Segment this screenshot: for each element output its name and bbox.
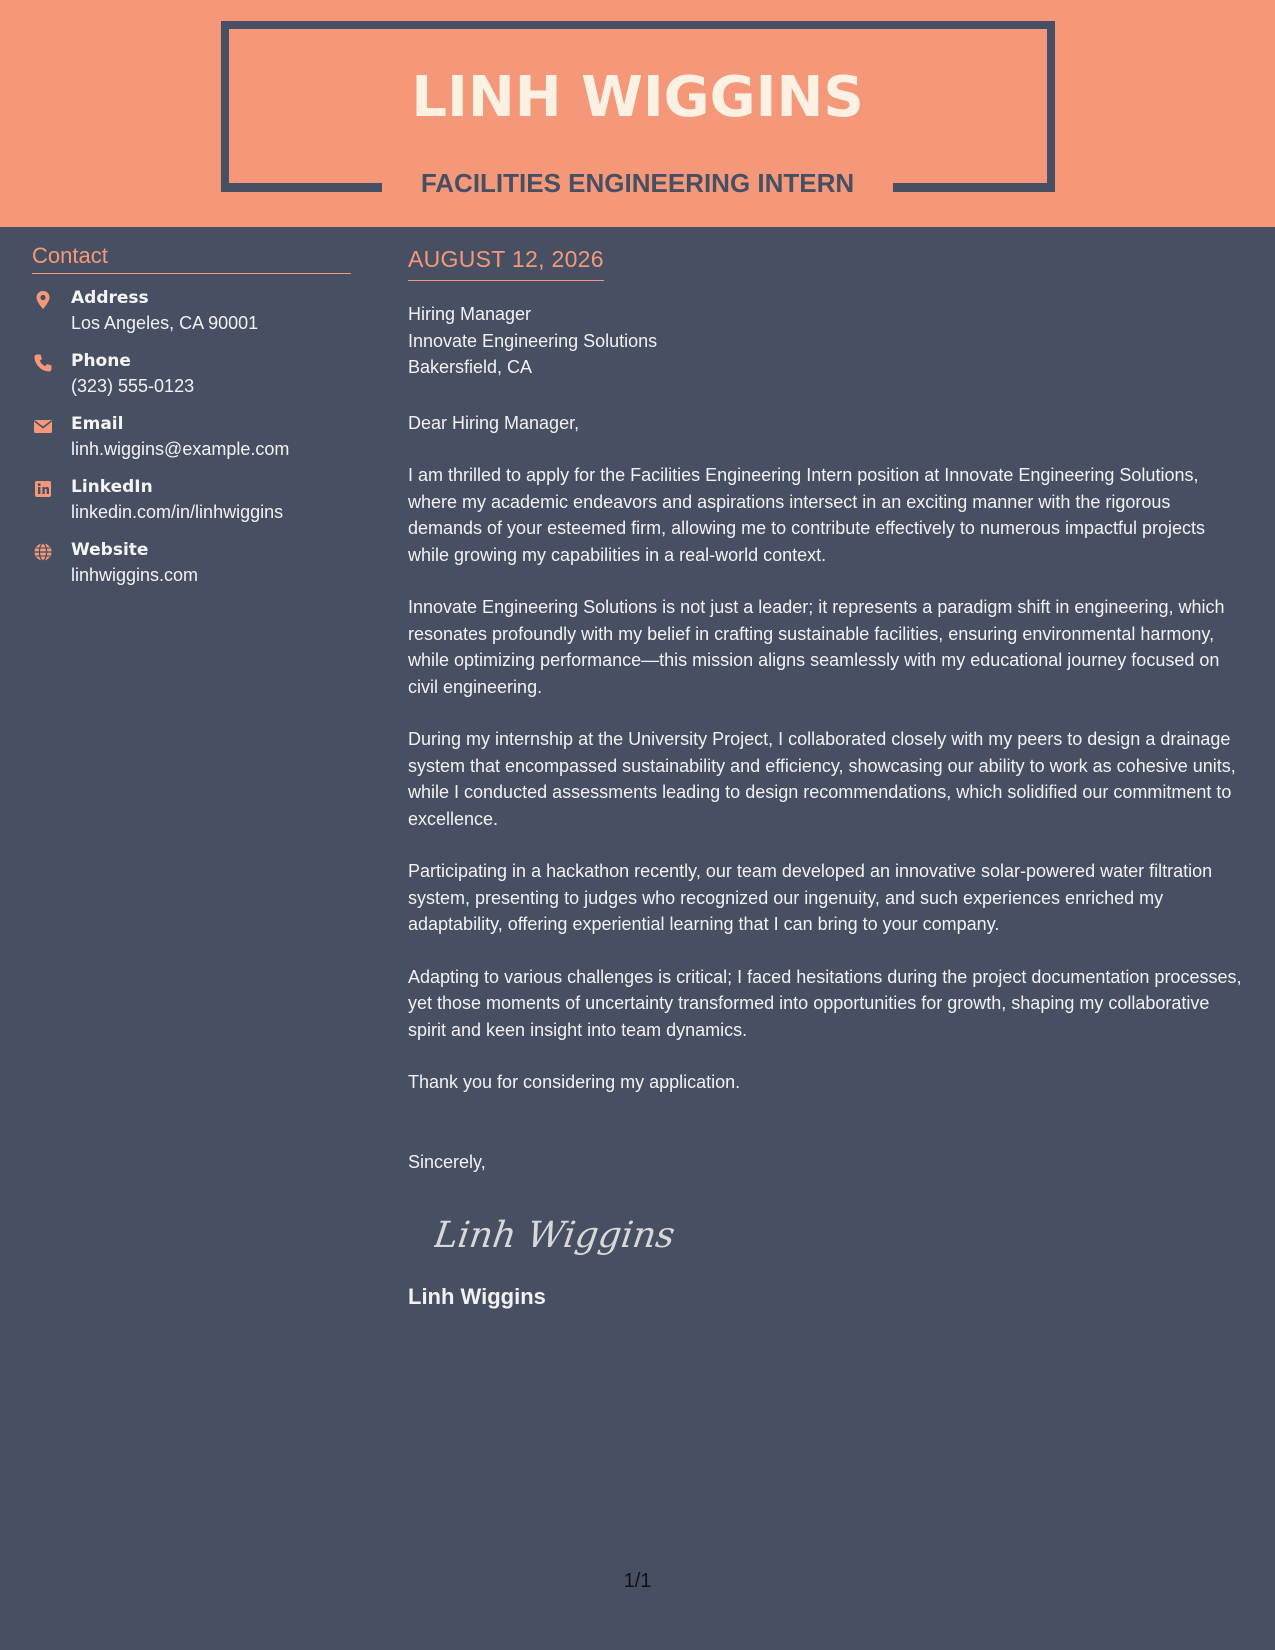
letter-date: AUGUST 12, 2026 — [408, 244, 604, 281]
contact-label: Phone — [71, 351, 131, 371]
recipient-block — [408, 301, 1248, 381]
candidate-name: LINH WIGGINS — [411, 65, 864, 130]
linkedin-icon — [32, 478, 54, 500]
contact-label: Website — [71, 540, 149, 560]
job-title: FACILITIES ENGINEERING INTERN — [420, 168, 855, 198]
closing: Sincerely, — [408, 1151, 486, 1172]
contact-label: LinkedIn — [71, 477, 153, 497]
header-band — [0, 0, 1275, 227]
recipient-line: Hiring Manager — [408, 304, 532, 324]
contact-item-email — [32, 412, 351, 475]
envelope-icon — [32, 415, 54, 437]
contact-item-linkedin — [32, 475, 351, 538]
contact-item-address — [32, 286, 351, 349]
signature-image — [434, 1209, 1248, 1259]
paragraph: Adapting to various challenges is critical; I faced hesitations during the project documentation processes, yet those moments of uncertainty transformed into opportunities for growth, shaping my collaborative spirit and keen insight into team dynamics. — [408, 966, 1242, 1040]
greeting: Dear Hiring Manager, — [408, 412, 580, 433]
paragraph: Participating in a hackathon recently, our team developed an innovative solar-powered water filtration system, presenting to judges who recognized our ingenuity, and such experiences enriched my adaptability, offering experiential learning that I can bring to your company. — [408, 861, 1213, 934]
contact-value: Los Angeles, CA 90001 — [71, 313, 259, 333]
location-pin-icon — [32, 289, 54, 311]
phone-icon — [32, 352, 54, 374]
contact-value: (323) 555-0123 — [71, 376, 195, 396]
paragraph: Innovate Engineering Solutions is not just a leader; it represents a paradigm shift in engineering, which resonates profoundly with my belief in crafting sustainable facilities, ensuring environmental harmony, while optimizing performance—this mission aligns seamlessly with my educational journey focused on civil engineering. — [408, 597, 1225, 697]
contact-label: Email — [71, 414, 124, 434]
paragraph: I am thrilled to apply for the Facilities Engineering Intern position at Innovate Engineering Solutions, where my academic endeavors and aspirations intersect in an exciting manner with the rigorous demands of your esteemed firm, allowing me to contribute effectively to numerous impactful projects while growing my capabilities in a real-world context. — [408, 465, 1206, 565]
contact-value: linhwiggins.com — [71, 565, 199, 585]
recipient-line: Innovate Engineering Solutions — [408, 330, 658, 351]
page-number: 1/1 — [623, 1570, 652, 1592]
letter-body — [408, 244, 1248, 1312]
contact-value: linh.wiggins@example.com — [71, 439, 290, 459]
contact-heading: Contact — [32, 242, 351, 274]
contact-label: Address — [71, 288, 149, 308]
globe-icon — [32, 541, 54, 563]
paragraph: Thank you for considering my application. — [408, 1072, 741, 1092]
signer-name: Linh Wiggins — [408, 1284, 546, 1309]
paragraph: During my internship at the University Project, I collaborated closely with my peers to design a drainage system that encompassed sustainability and efficiency, showcasing our ability to work as cohesive units, while I conducted assessments leading to design recommendations, which solidified our commitment to excellence. — [408, 729, 1236, 829]
contact-item-website — [32, 538, 351, 601]
contact-sidebar — [32, 242, 351, 601]
contact-item-phone — [32, 349, 351, 412]
contact-value: linkedin.com/in/linhwiggins — [71, 502, 284, 522]
contact-list — [32, 286, 351, 601]
recipient-line: Bakersfield, CA — [408, 357, 533, 377]
signature-text: Linh Wiggins — [434, 1213, 678, 1256]
